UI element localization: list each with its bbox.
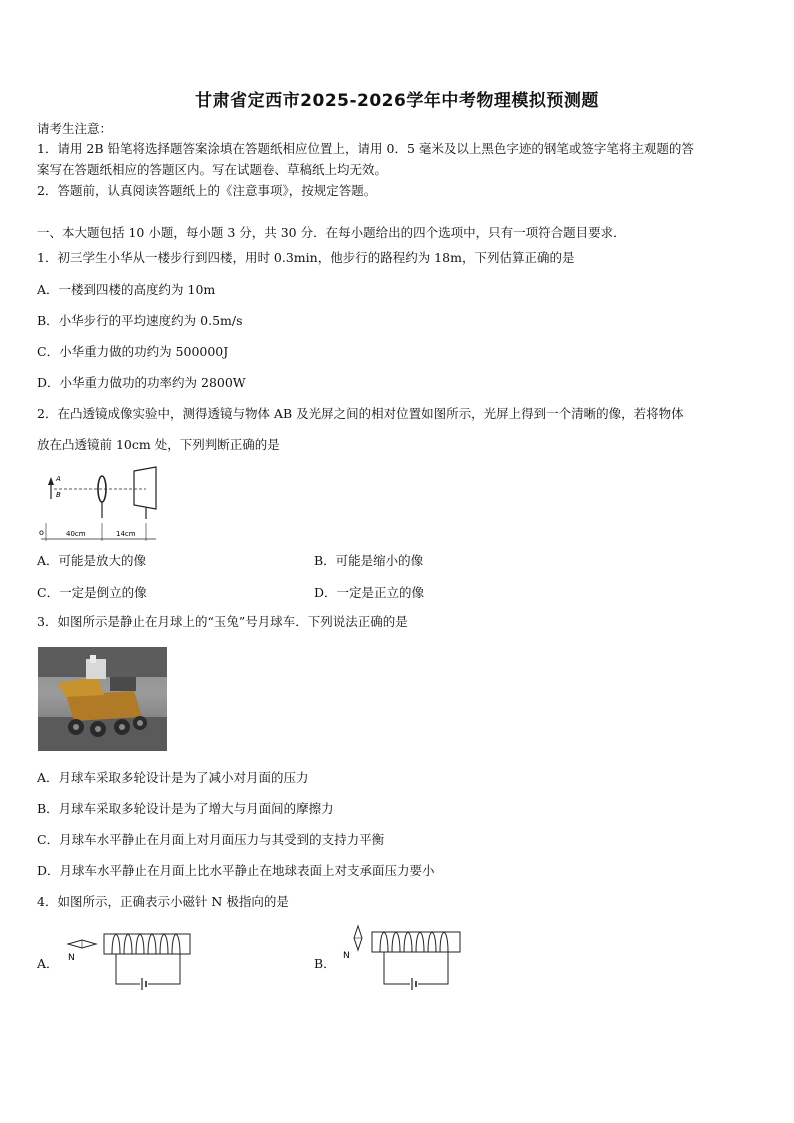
needle-n-label-b: N: [343, 951, 350, 961]
q1-stem: 1．初三学生小华从一楼步行到四楼，用时 0.3min，他步行的路程约为 18m，下列估算正确的是: [37, 250, 575, 265]
label-b: B: [56, 491, 61, 499]
q3-option-b: B．月球车采取多轮设计是为了增大与月面间的摩擦力: [37, 801, 334, 816]
q2-option-d: D．一定是正立的像: [314, 585, 425, 600]
page-title: 甘肃省定西市2025-2026学年中考物理模拟预测题: [195, 91, 599, 111]
notice-item-2: 2．答题前，认真阅读答题纸上的《注意事项》，按规定答题。: [37, 183, 377, 198]
lens-diagram: [36, 463, 166, 543]
q1-option-a: A．一楼到四楼的高度约为 10m: [37, 282, 216, 297]
q2-stem-line1: 2．在凸透镜成像实验中，测得透镜与物体 AB 及光屏之间的相对位置如图所示，光屏上得到一个清晰的像，若将物体: [37, 406, 684, 421]
q3-option-c: C．月球车水平静止在月面上对月面压力与其受到的支持力平衡: [37, 832, 385, 847]
q3-option-a: A．月球车采取多轮设计是为了减小对月面的压力: [37, 770, 309, 785]
q1-option-c: C．小华重力做的功约为 500000J: [37, 344, 229, 359]
solenoid-diagram-a: [64, 928, 194, 990]
q2-option-b: B．可能是缩小的像: [314, 553, 424, 568]
q3-stem: 3．如图所示是静止在月球上的“玉兔”号月球车．下列说法正确的是: [37, 614, 408, 629]
q2-option-c: C．一定是倒立的像: [37, 585, 147, 600]
dist-14cm: 14cm: [116, 530, 136, 538]
notice-heading: 请考生注意：: [37, 121, 113, 136]
section-heading: 一、本大题包括 10 小题，每小题 3 分，共 30 分．在每小题给出的四个选项中，只有一项符合题目要求．: [37, 225, 626, 240]
solenoid-diagram-b: [338, 922, 468, 990]
q4-option-b-label: B．: [314, 956, 336, 971]
needle-n-label-a: N: [68, 953, 75, 963]
q3-option-d: D．月球车水平静止在月面上比水平静止在地球表面上对支承面压力要小: [37, 863, 435, 878]
q1-option-b: B．小华步行的平均速度约为 0.5m/s: [37, 313, 243, 328]
notice-item-1: 1．请用 2B 铅笔将选择题答案涂填在答题纸相应位置上，请用 0．5 毫米及以上黑色字迹的钢笔或签字笔将主观题的答: [37, 141, 694, 156]
q2-stem-line2: 放在凸透镜前 10cm 处，下列判断正确的是: [37, 437, 280, 452]
q4-option-a-label: A．: [37, 956, 59, 971]
label-o: o: [39, 528, 44, 537]
dist-40cm: 40cm: [66, 530, 86, 538]
q1-option-d: D．小华重力做功的功率约为 2800W: [37, 375, 246, 390]
q2-option-a: A．可能是放大的像: [37, 553, 147, 568]
label-a: A: [56, 475, 61, 483]
lunar-rover-photo: [38, 647, 167, 751]
notice-item-1-cont: 案写在答题纸相应的答题区内。写在试题卷、草稿纸上均无效。: [37, 162, 388, 177]
q4-stem: 4．如图所示，正确表示小磁针 N 极指向的是: [37, 894, 289, 909]
